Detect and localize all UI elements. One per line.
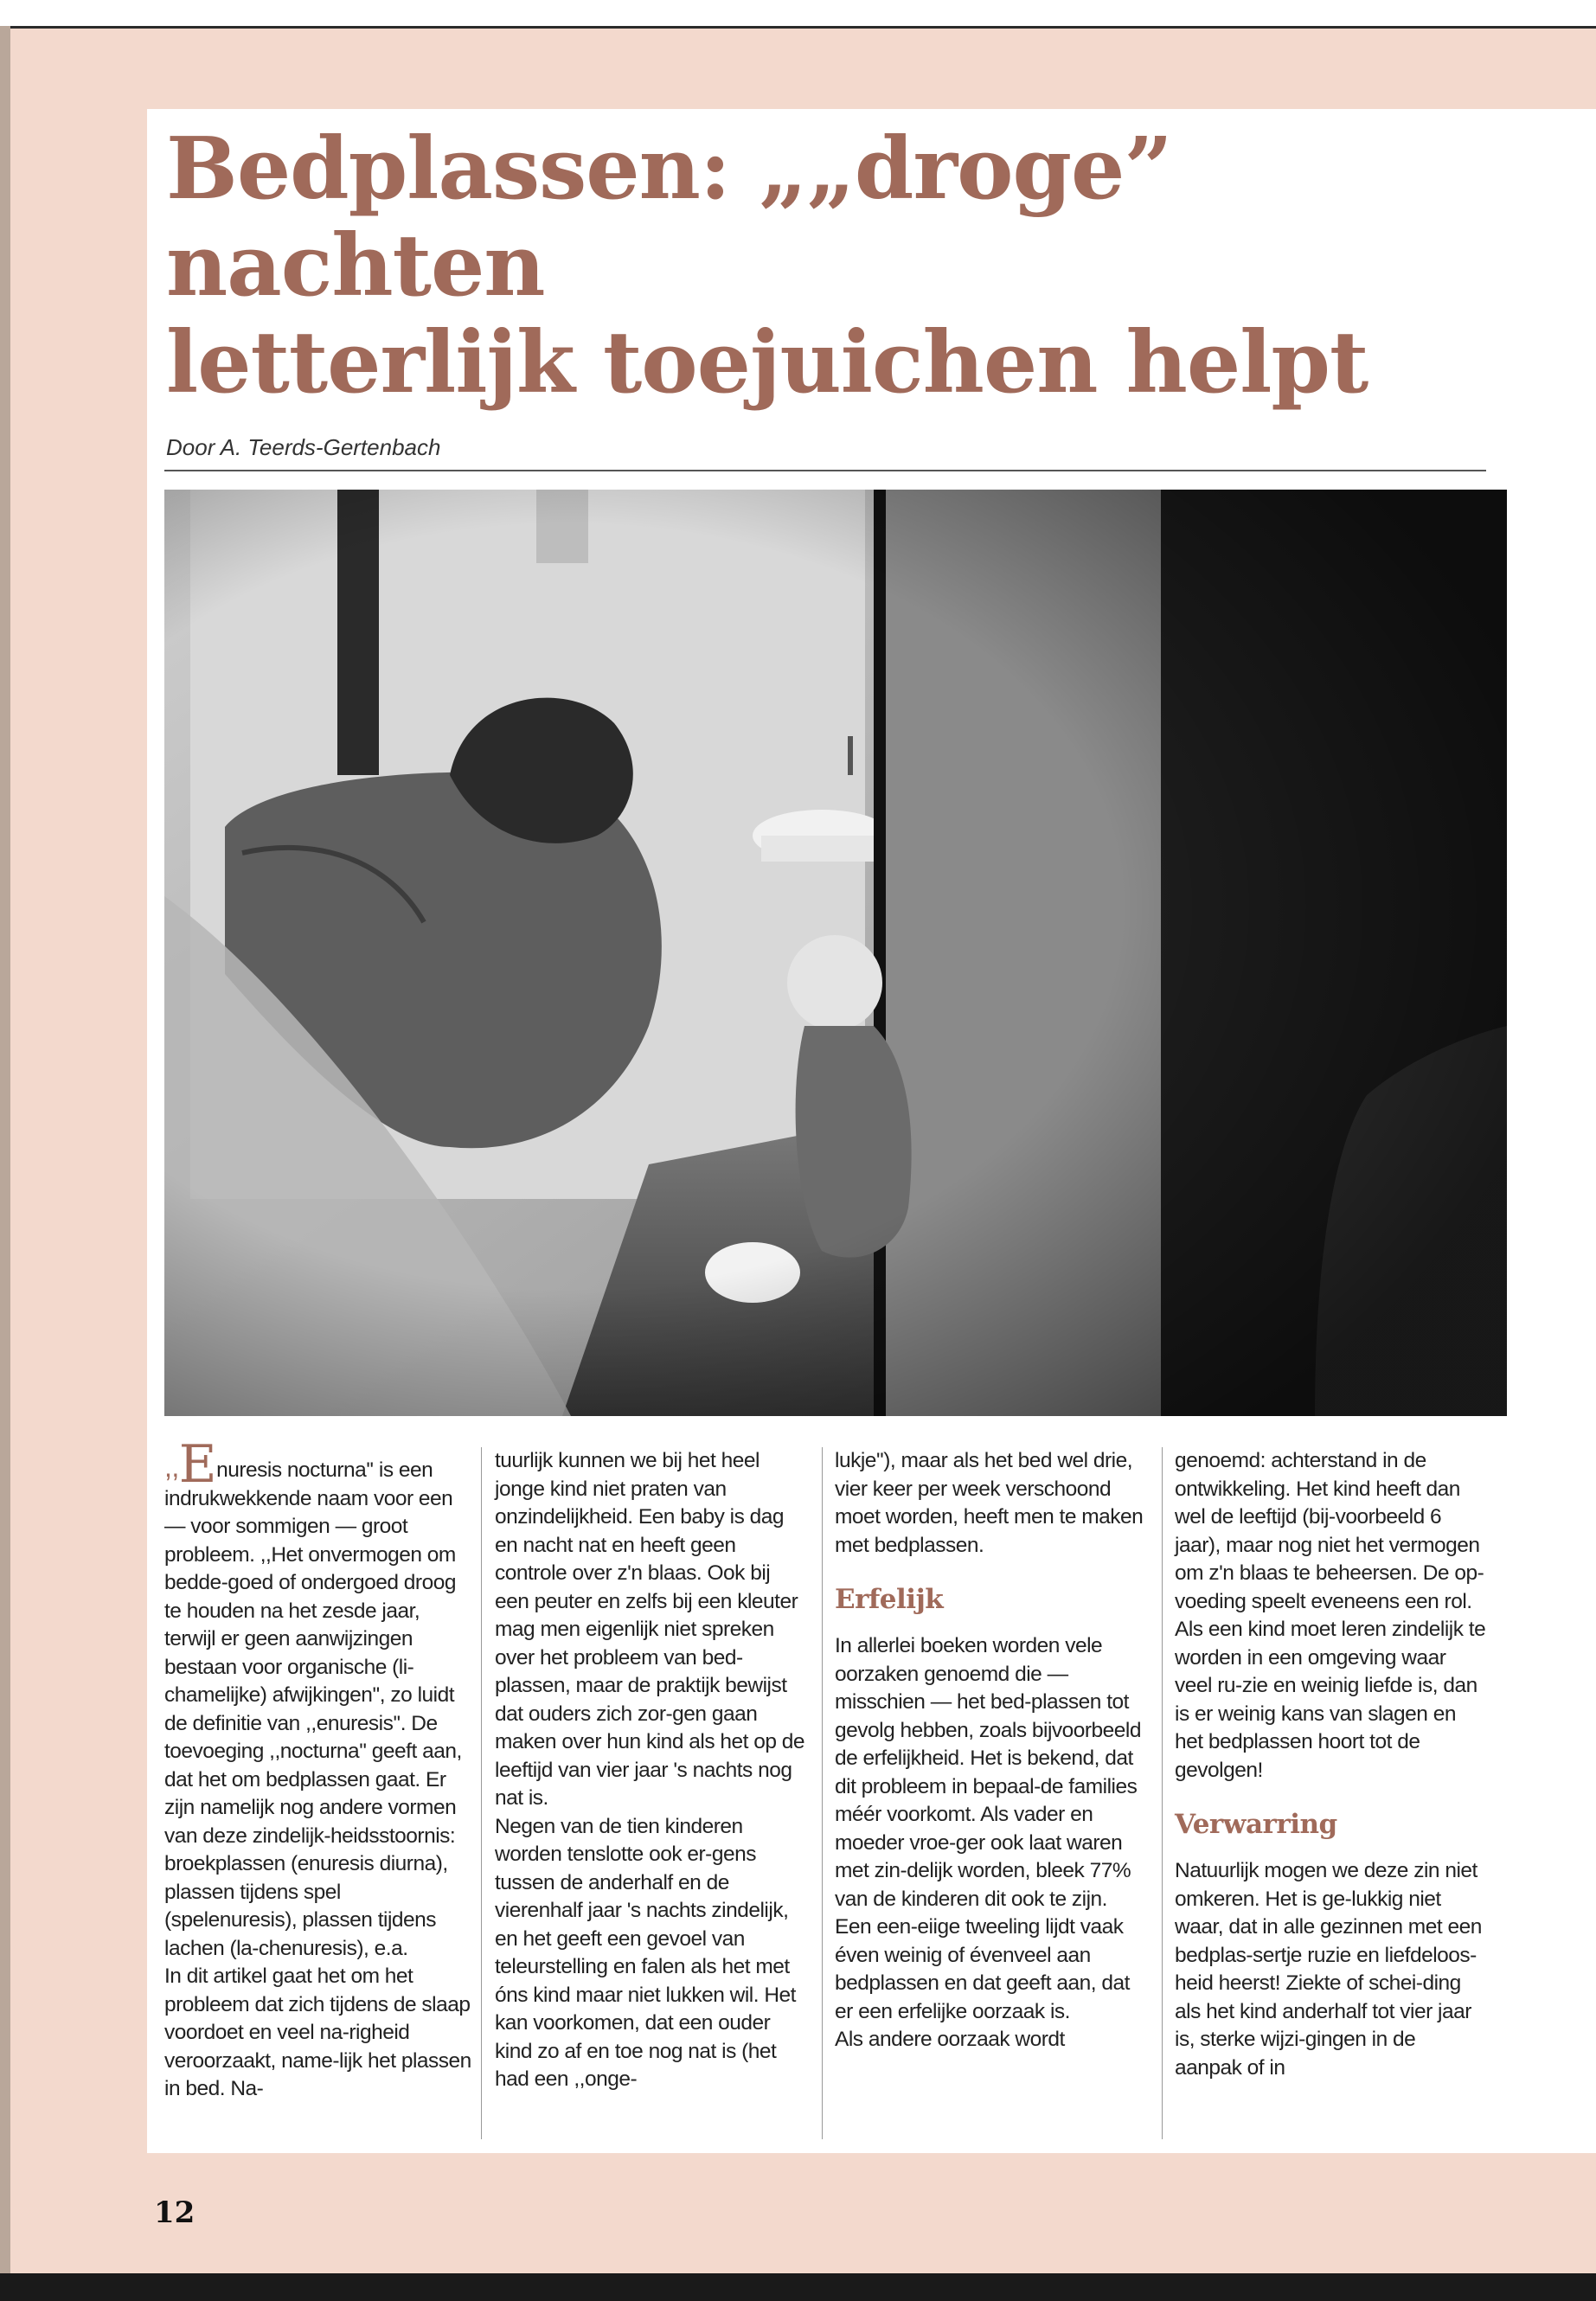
subheading-verwarring: Verwarring xyxy=(1175,1809,1337,1840)
column-1-paragraph-2: In dit artikel gaat het om het probleem dat zich tijdens de slaap voordoet en veel na-righeid veroorzaakt, name-lijk het plassen in bed. Na- xyxy=(164,1965,471,2100)
column-3-paragraph-3: Als andere oorzaak wordt xyxy=(835,2028,1065,2051)
column-divider-1 xyxy=(481,1447,482,2139)
page-number: 12 xyxy=(154,2195,195,2230)
column-divider-3 xyxy=(1162,1447,1163,2139)
column-4-paragraph-1: genoemd: achterstand in de ontwikkeling. Het kind heeft dan wel de leeftijd (bij-voorbeeld 6 jaar), maar nog niet het vermogen om z'n blaas te beheersen. De op-voeding speelt eveneens een rol. Als een kind moet leren zindelijk te worden in een omgeving waar veel ru-zie en weinig liefde is, dan is er weinig kans van slagen en het bedplassen hoort tot de gevolgen! xyxy=(1175,1449,1486,1782)
column-1-lead-text: nuresis nocturna'' is een indrukwekkende naam voor een — voor sommigen — groot probleem. ,,Het onvermogen om bedde-goed of ondergoed droog te houden na het zesde jaar, terwijl er geen aanwijzingen bestaan voor organische (li-chamelijke) afwijkingen'', zo luidt de definitie van ,,enuresis''. De toevoeging ,,nocturna'' geeft aan, dat het om bedplassen gaat. Er zijn namelijk nog andere vormen van deze zindelijk-heidsstoornis: broekplassen (enuresis diurna), plassen tijdens spel (spelenuresis), plassen tijdens lachen (la-chenuresis), e.a. xyxy=(164,1458,462,1960)
article-photo xyxy=(164,490,1507,1416)
column-4-paragraph-2: Natuurlijk mogen we deze zin niet omkeren. Het is ge-lukkig niet waar, dat in alle gezinnen met een bedplas-sertje ruzie en liefdeloos-heid heerst! Ziekte of schei-ding als het kind anderhalf tot vier jaar is, sterke wijzi-gingen in de aanpak of in xyxy=(1175,1859,1482,2080)
column-1 xyxy=(164,1434,476,2104)
scan-left-edge xyxy=(0,26,10,2275)
column-4 xyxy=(1175,1447,1486,2082)
article-panel xyxy=(147,109,1596,2153)
column-1-lead xyxy=(164,1434,476,1963)
opening-quote: ,, xyxy=(164,1452,179,1483)
magazine-page xyxy=(10,29,1596,2273)
column-3-paragraph-2: In allerlei boeken worden vele oorzaken genoemd die — misschien — het bed-plassen tot gevolg hebben, zoals bijvoorbeeld de erfelijkheid. Het is bekend, dat dit probleem in bepaal-de families méér voorkomt. Als vader en moeder vroe-ger ook laat waren met zin-delijk worden, bleek 77% van de kinderen dit ook te zijn. Een een-eiige tweeling lijdt vaak éven weinig of évenveel aan bedplassen en dat geeft aan, dat er een erfelijke oorzaak is. xyxy=(835,1634,1141,2023)
scan-bottom-border xyxy=(0,2273,1596,2301)
drop-cap: E xyxy=(178,1434,217,1495)
column-3-paragraph-1: lukje''), maar als het bed wel drie, vier keer per week verschoond moet worden, heeft men te maken met bedplassen. xyxy=(835,1449,1144,1557)
bathroom-photo-illustration xyxy=(164,490,1507,1416)
title-line-1: Bedplassen: „„droge” nachten xyxy=(166,119,1172,316)
subheading-erfelijk: Erfelijk xyxy=(835,1584,944,1615)
byline: Door A. Teerds-Gertenbach xyxy=(166,434,441,460)
column-2 xyxy=(495,1447,806,2094)
title-line-2: letterlijk toejuichen helpt xyxy=(166,313,1368,413)
column-3 xyxy=(835,1447,1146,2054)
column-2-paragraph-2: Negen van de tien kinderen worden tenslotte ook er-gens tussen de anderhalf en de vierenhalf jaar 's nachts zindelijk, en het geeft een gevoel van teleurstelling en falen als het met óns kind maar niet lukken wil. Het kan voorkomen, dat een ouder kind zo af en toe nog nat is (het had een ,,onge- xyxy=(495,1814,796,2091)
column-2-paragraph-1: tuurlijk kunnen we bij het heel jonge kind niet praten van onzindelijkheid. Een baby is dag en nacht nat en heeft geen controle over z'n blaas. Ook bij een peuter en zelfs bij een kleuter mag men eigenlijk niet spreken over het probleem van bed-plassen, maar de praktijk bewijst dat ouders zich zor-gen gaan maken over hun kind als het op de leeftijd van vier jaar 's nachts nog nat is. xyxy=(495,1449,805,1810)
title-rule xyxy=(164,470,1486,471)
article-title xyxy=(166,121,1481,412)
column-divider-2 xyxy=(822,1447,823,2139)
